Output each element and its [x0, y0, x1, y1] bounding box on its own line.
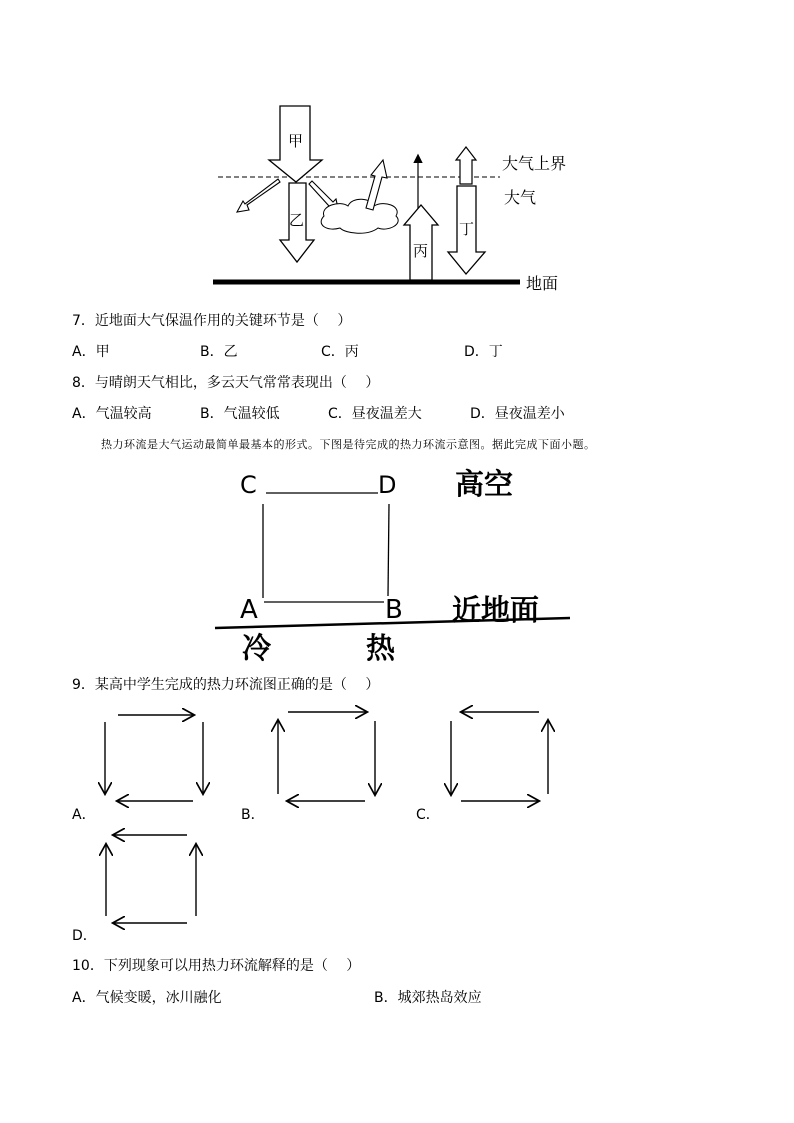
- point-b: B: [385, 595, 403, 625]
- q9-diagram-b: [278, 712, 375, 801]
- label-yi: 乙: [289, 211, 305, 229]
- ding-up-arrow: [456, 147, 476, 184]
- label-hot: 热: [366, 631, 396, 665]
- thermal-circulation-figure: [0, 460, 794, 670]
- cloud: [321, 199, 398, 233]
- label-jia: 甲: [288, 132, 304, 150]
- q9-diagram-a: [105, 715, 203, 801]
- q10-stem: 10．下列现象可以用热力环流解释的是（ ）: [72, 958, 361, 974]
- point-c: C: [240, 471, 257, 499]
- q7-option-d[interactable]: D．丁: [464, 344, 503, 360]
- label-atmosphere: 大气: [504, 188, 537, 207]
- q7-option-a[interactable]: A．甲: [72, 344, 110, 360]
- q9-option-d[interactable]: D．: [72, 928, 97, 944]
- q8-option-b[interactable]: B．气温较低: [200, 406, 280, 422]
- intro-text: 热力环流是大气运动最简单最基本的形式。下图是待完成的热力环流示意图。据此完成下面小题。: [101, 438, 596, 451]
- label-high-altitude: 高空: [455, 467, 514, 501]
- point-a: A: [240, 595, 258, 625]
- label-ding: 丁: [459, 220, 475, 238]
- q9-option-a[interactable]: A．: [72, 807, 96, 823]
- q8-option-d[interactable]: D．昼夜温差小: [470, 406, 565, 422]
- q7-option-b[interactable]: B．乙: [200, 344, 238, 360]
- q8-option-a[interactable]: A．气温较高: [72, 406, 152, 422]
- q8-option-c[interactable]: C．昼夜温差大: [328, 406, 422, 422]
- q8-stem: 8．与晴朗天气相比，多云天气常常表现出（ ）: [72, 375, 380, 391]
- label-atmosphere-top: 大气上界: [502, 154, 567, 173]
- q9-option-diagrams: [0, 690, 794, 950]
- reflect-left-arrow: [237, 179, 280, 212]
- point-d: D: [378, 471, 397, 499]
- q7-option-c[interactable]: C．丙: [321, 344, 359, 360]
- q9-option-b[interactable]: B．: [241, 807, 265, 823]
- atmosphere-diagram: [0, 0, 794, 300]
- label-cold: 冷: [242, 631, 272, 665]
- label-bing: 丙: [413, 242, 429, 260]
- q9-diagram-c: [451, 712, 548, 801]
- q10-option-b[interactable]: B．城郊热岛效应: [374, 990, 482, 1006]
- cloud-up-arrow: [366, 160, 387, 210]
- q9-option-c[interactable]: C．: [416, 807, 440, 823]
- q9-stem: 9．某高中学生完成的热力环流图正确的是（ ）: [72, 677, 380, 693]
- q10-option-a[interactable]: A．气候变暖，冰川融化: [72, 990, 222, 1006]
- label-ground: 地面: [526, 274, 559, 293]
- q9-diagram-d: [106, 835, 196, 923]
- label-near-ground: 近地面: [452, 593, 540, 627]
- q7-stem: 7．近地面大气保温作用的关键环节是（ ）: [72, 313, 352, 329]
- db-line: [388, 504, 389, 596]
